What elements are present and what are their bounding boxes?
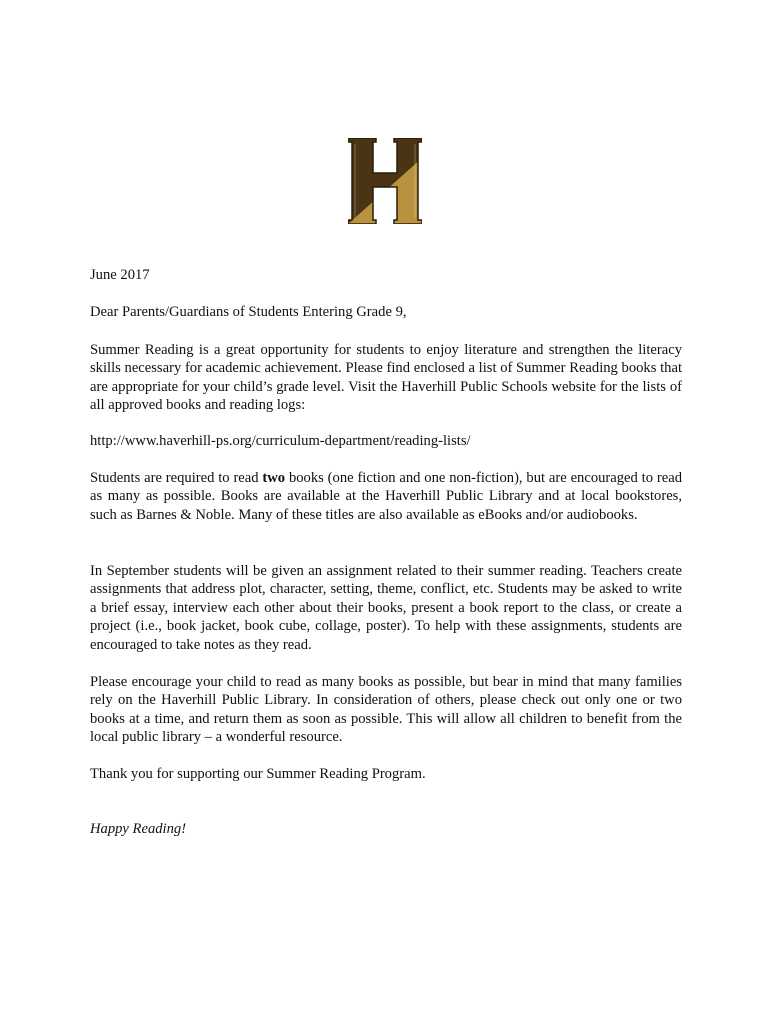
- paragraph-requirements: [90, 469, 682, 524]
- thanks-text: Thank you for supporting our Summer Reading Program.: [90, 766, 426, 782]
- paragraph-library-text: Please encourage your child to read as many books as possible, but bear in mind that many families rely on the Haverhill Public Library. In consideration of others, please check out only one or two books at a time, and return them as soon as possible. This will allow all children to benefit from the local public library – a wonderful resource.: [90, 674, 682, 746]
- requirements-before: Students are required to read: [90, 470, 263, 486]
- reading-lists-url: [90, 432, 682, 450]
- school-logo: [348, 138, 422, 224]
- paragraph-intro-text: Summer Reading is a great opportunity for students to enjoy literature and strengthen the literacy skills necessary for academic achievement. Please find enclosed a list of Summer Reading books that are appropriate for your child’s grade level. Visit the Haverhill Public Schools website for the lists of all approved books and reading logs:: [90, 342, 682, 414]
- requirements-after: books (one fiction and one non-fiction), but are encouraged to read as many as possible. Books are available at the Haverhill Public Library and at local bookstores, such as Barnes & Noble. Many of these titles are also available as eBooks and/or audiobooks.: [90, 470, 682, 523]
- date-text: June 2017: [90, 267, 150, 283]
- paragraph-requirements-text: [90, 469, 682, 524]
- letter-closing: [90, 820, 682, 838]
- paragraph-assignments: [90, 562, 682, 654]
- letter-date: [90, 266, 682, 284]
- requirements-bold: two: [262, 470, 286, 486]
- greeting-text: Dear Parents/Guardians of Students Entering Grade 9,: [90, 304, 407, 320]
- url-text: http://www.haverhill-ps.org/curriculum-department/reading-lists/: [90, 433, 471, 449]
- letter-greeting: [90, 303, 682, 321]
- paragraph-library: [90, 673, 682, 747]
- paragraph-assignments-text: In September students will be given an assignment related to their summer reading. Teachers create assignments that address plot, character, setting, theme, conflict, etc. Students may be asked to write a brief essay, interview each other about their books, present a book report to the class, or create a project (i.e., book jacket, book cube, collage, poster). To help with these assignments, students are encouraged to take notes as they read.: [90, 563, 682, 653]
- h-logo-icon: [348, 138, 422, 224]
- letter-thanks: [90, 765, 682, 783]
- paragraph-intro: [90, 341, 682, 415]
- closing-text: Happy Reading!: [90, 821, 187, 837]
